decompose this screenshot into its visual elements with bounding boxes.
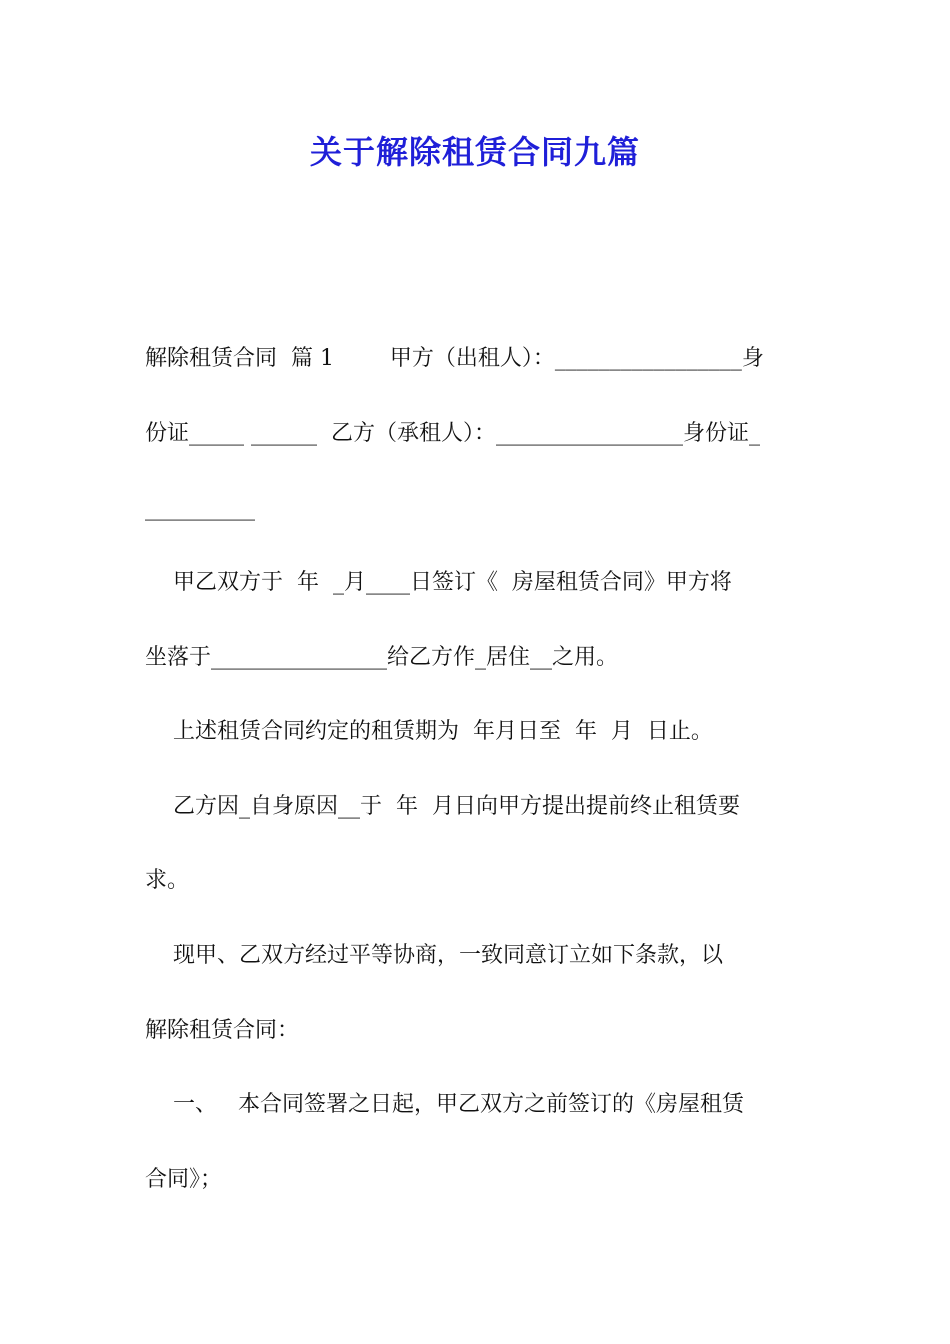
text-line-5: 坐落于________________给乙方作_居住__之用。 xyxy=(145,645,619,670)
text-line-1: 解除租赁合同 篇 1 甲方（出租人）：_________________身 xyxy=(145,346,764,371)
text-line-10: 解除租赁合同： xyxy=(145,1018,300,1043)
text-line-8: 求。 xyxy=(145,868,190,893)
text-line-4: 甲乙双方于 年 _月____日签订《 房屋租赁合同》甲方将 xyxy=(145,570,732,595)
text-line-7: 乙方因_自身原因__于 年 月日向甲方提出提前终止租赁要 xyxy=(145,794,740,819)
text-line-9: 现甲、乙双方经过平等协商，一致同意订立如下条款，以 xyxy=(145,943,723,968)
text-line-12: 合同》； xyxy=(145,1167,223,1192)
text-line-6: 上述租赁合同约定的租赁期为 年月日至 年 月 日止。 xyxy=(145,719,713,744)
text-line-3: __________ xyxy=(145,496,255,521)
text-line-11: 一、 本合同签署之日起，甲乙双方之前签订的《房屋租赁 xyxy=(145,1092,744,1117)
text-line-2: 份证_____ ______ 乙方（承租人）：_________________身份证_ xyxy=(145,421,760,446)
document-title: 关于解除租赁合同九篇 xyxy=(309,133,640,171)
